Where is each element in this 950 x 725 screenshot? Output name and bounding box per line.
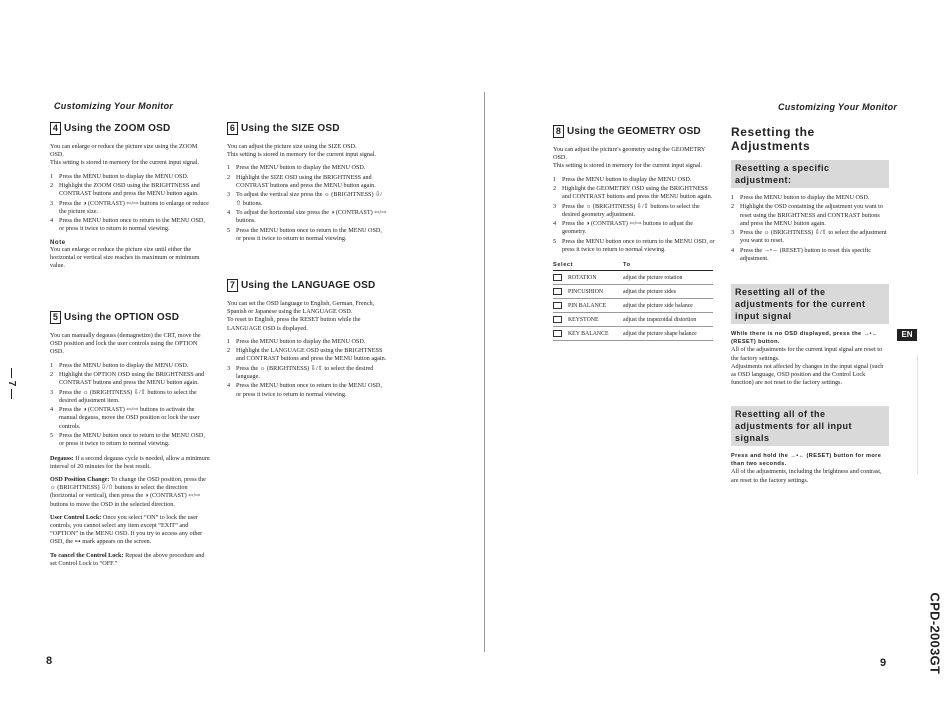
table-row: KEYSTONE adjust the trapezoidal distortion bbox=[553, 313, 713, 327]
list-item: 4 To adjust the horizontal size press the ◑ (CONTRAST) ⇦/⇨ buttons. bbox=[227, 208, 387, 225]
language-heading bbox=[227, 279, 387, 292]
specific-reset-bar: Resetting a specific adjustment: bbox=[731, 160, 889, 188]
specific-reset-steps bbox=[731, 194, 889, 263]
zoom-note: You can enlarge or reduce the picture size until either the horizontal or vertical size reaches its maximum or minimum value. bbox=[50, 245, 200, 270]
size-intro: You can adjust the picture size using the SIZE OSD. bbox=[227, 143, 357, 150]
zoom-section bbox=[50, 122, 210, 275]
table-header-to: To bbox=[623, 260, 713, 271]
list-item: 4 Press the →•← (RESET) button to reset this specific adjustment. bbox=[731, 246, 872, 262]
osd-position-paragraph: OSD Position Change: To change the OSD position, press the ☼ (BRIGHTNESS) ⇩/⇧ buttons to select the direction (horizontal or vertical), then press the ◑ (CONTRAST) ⇦/⇨ buttons to move the OSD in the selected direction. bbox=[50, 475, 206, 508]
left-page-number: 8 bbox=[46, 655, 53, 667]
current-reset-bar: Resetting all of the adjustments for the current input signal bbox=[731, 284, 889, 324]
list-item: 2 Highlight the LANGUAGE OSD using the BRIGHTNESS and CONTRAST buttons and press the MENU button again. bbox=[227, 347, 387, 363]
zoom-stored: This setting is stored in memory for the current input signal. bbox=[50, 159, 199, 167]
left-page-header: Customizing Your Monitor bbox=[54, 101, 174, 111]
cancel-lock-paragraph: To cancel the Control Lock: Repeat the above procedure and set Control Lock to “OFF.” bbox=[50, 551, 205, 567]
geometry-intro: You can adjust the picture's geometry using the GEOMETRY OSD. bbox=[553, 146, 706, 162]
language-intro: You can set the OSD language to English, German, French, Spanish or Japanese using the LANGUAGE OSD. bbox=[227, 300, 375, 316]
size-stored: This setting is stored in memory for the current input signal. bbox=[227, 151, 376, 159]
current-reset-p2: Adjustments not affected by changes in the input signal (such as OSD language, OSD position and the Control Lock function) are not reset to the factory settings. bbox=[731, 362, 884, 387]
list-item: 1 Press the MENU button to display the MENU OSD. bbox=[227, 337, 366, 345]
list-item: 3 Press the ☼ (BRIGHTNESS) ⇩/⇧ to select the adjustment you want to reset. bbox=[731, 229, 887, 245]
list-item: 1 Press the MENU button to display the MENU OSD. bbox=[553, 175, 692, 183]
geometry-heading bbox=[553, 125, 715, 138]
page-divider bbox=[484, 92, 485, 652]
zoom-number: 4 bbox=[50, 122, 61, 135]
list-item: 1 Press the MENU button to display the MENU OSD. bbox=[227, 164, 366, 172]
control-lock-paragraph: User Control Lock: Once you select “ON” to lock the user controls, you cannot select any item except “EXIT” and “OPTION” in the MENU OSD. If you try to access any other OSD, the ⊶ mark appears on the screen. bbox=[50, 513, 203, 546]
size-steps bbox=[227, 164, 387, 243]
all-reset-lead: Press and hold the →•← (RESET) button for more than two seconds. bbox=[731, 453, 882, 468]
all-reset-bar: Resetting all of the adjustments for all input signals bbox=[731, 406, 889, 446]
geometry-stored: This setting is stored in memory for the current input signal. bbox=[553, 162, 702, 170]
option-steps bbox=[50, 362, 210, 449]
list-item: 2 Highlight the GEOMETRY OSD using the BRIGHTNESS and CONTRAST buttons and press the MENU button again. bbox=[553, 185, 713, 201]
language-tab: EN bbox=[897, 329, 917, 341]
zoom-heading bbox=[50, 122, 210, 135]
current-reset-lead: While there is no OSD displayed, press the →•← (RESET) button. bbox=[731, 331, 878, 346]
list-item: 3 Press the ☼ (BRIGHTNESS) ⇩/⇧ buttons to select the desired adjustment item. bbox=[50, 388, 197, 404]
list-item: 5 Press the MENU button once to return to the MENU OSD, or press it twice to return to normal viewing. bbox=[553, 237, 715, 253]
list-item: 1 Press the MENU button to display the MENU OSD. bbox=[731, 194, 870, 201]
list-item: 2 Highlight the OSD containing the adjustment you want to reset using the BRIGHTNESS and CONTRAST buttons and press the MENU button again. bbox=[731, 203, 883, 227]
table-row: KEY BALANCE adjust the picture shape balance bbox=[553, 327, 713, 341]
option-heading bbox=[50, 311, 210, 324]
key-balance-icon bbox=[553, 330, 562, 337]
edge-line bbox=[917, 355, 918, 475]
list-item: 5 Press the MENU button once to return to the MENU OSD, or press it twice to return to normal viewing. bbox=[50, 431, 205, 448]
zoom-intro: You can enlarge or reduce the picture size using the ZOOM OSD. bbox=[50, 143, 198, 159]
pincushion-icon bbox=[553, 288, 562, 295]
geometry-section bbox=[553, 125, 715, 341]
zoom-title: Using the ZOOM OSD bbox=[64, 123, 171, 134]
current-reset-p1: All of the adjustments for the current input signal are reset to the factory settings. bbox=[731, 346, 883, 362]
resetting-section bbox=[731, 125, 889, 490]
geometry-number: 8 bbox=[553, 125, 564, 138]
list-item: 3 Press the ☼ (BRIGHTNESS) ⇩/⇧ buttons to select the desired geometry adjustment. bbox=[553, 202, 700, 218]
list-item: 4 Press the ◑ (CONTRAST) ⇦/⇨ buttons to activate the manual degauss, move the OSD position or lock the user controls. bbox=[50, 406, 200, 430]
geometry-table bbox=[553, 260, 713, 341]
option-section bbox=[50, 311, 210, 573]
option-intro: You can manually degauss (demagnetize) the CRT, move the OSD position and lock the user controls using the OPTION OSD. bbox=[50, 332, 201, 356]
list-item: 3 To adjust the vertical size press the ☼ (BRIGHTNESS) ⇩/⇧ buttons. bbox=[227, 191, 383, 207]
keystone-icon bbox=[553, 316, 562, 323]
left-side-mark: — 7 — bbox=[6, 367, 18, 400]
table-header-select: Select bbox=[553, 260, 623, 271]
table-row: PIN BALANCE adjust the picture side balance bbox=[553, 299, 713, 313]
size-number: 6 bbox=[227, 122, 238, 135]
right-page-number: 9 bbox=[880, 657, 887, 669]
list-item: 2 Highlight the SIZE OSD using the BRIGHTNESS and CONTRAST buttons and press the MENU button again. bbox=[227, 173, 376, 189]
list-item: 1 Press the MENU button to display the MENU OSD. bbox=[50, 361, 189, 369]
size-title: Using the SIZE OSD bbox=[241, 123, 340, 134]
language-reset: To reset to English, press the RESET button while the LANGUAGE OSD is displayed. bbox=[227, 316, 361, 332]
rotation-icon bbox=[553, 274, 562, 281]
list-item: 4 Press the MENU button once to return to the MENU OSD, or press it twice to return to normal viewing. bbox=[227, 382, 382, 398]
language-title: Using the LANGUAGE OSD bbox=[241, 280, 376, 291]
language-section bbox=[227, 279, 387, 400]
language-number: 7 bbox=[227, 279, 238, 292]
model-name: CPD-2003GT bbox=[927, 592, 943, 675]
pin-balance-icon bbox=[553, 302, 562, 309]
all-reset-p1: All of the adjustments, including the brightness and contrast, are reset to the factory settings. bbox=[731, 468, 882, 484]
degauss-paragraph: Degauss: If a second degauss cycle is needed, allow a minimum interval of 20 minutes for the best result. bbox=[50, 454, 210, 470]
list-item: 3 Press the ☼ (BRIGHTNESS) ⇩/⇧ to select the desired language. bbox=[227, 364, 374, 380]
table-header-row bbox=[553, 260, 713, 271]
list-item: 4 Press the ◑ (CONTRAST) ⇦/⇨ buttons to adjust the geometry. bbox=[553, 220, 693, 236]
resetting-title: Resetting the Adjustments bbox=[731, 125, 815, 153]
list-item: 5 Press the MENU button once to return to the MENU OSD, or press it twice to return to normal viewing. bbox=[227, 226, 382, 242]
zoom-steps bbox=[50, 173, 210, 234]
list-item: 2 Highlight the OPTION OSD using the BRIGHTNESS and CONTRAST buttons and press the MENU button again. bbox=[50, 371, 205, 387]
size-heading bbox=[227, 122, 387, 135]
list-item: 1 Press the MENU button to display the MENU OSD. bbox=[50, 172, 189, 180]
zoom-note-heading: Note bbox=[50, 239, 66, 246]
size-section bbox=[227, 122, 387, 244]
table-row: PINCUSHION adjust the picture sides bbox=[553, 285, 713, 299]
geometry-steps bbox=[553, 176, 715, 255]
list-item: 2 Highlight the ZOOM OSD using the BRIGHTNESS and CONTRAST buttons and press the MENU button again. bbox=[50, 182, 200, 198]
right-page-header: Customizing Your Monitor bbox=[778, 102, 898, 112]
language-steps bbox=[227, 338, 387, 399]
list-item: 4 Press the MENU button once to return to the MENU OSD, or press it twice to return to normal viewing. bbox=[50, 217, 205, 233]
list-item: 3 Press the ◑ (CONTRAST) ⇦/⇨ buttons to enlarge or reduce the picture size. bbox=[50, 199, 209, 215]
geometry-title: Using the GEOMETRY OSD bbox=[567, 126, 701, 137]
option-number: 5 bbox=[50, 311, 61, 324]
option-title: Using the OPTION OSD bbox=[64, 312, 180, 323]
table-row: ROTATION adjust the picture rotation bbox=[553, 271, 713, 285]
